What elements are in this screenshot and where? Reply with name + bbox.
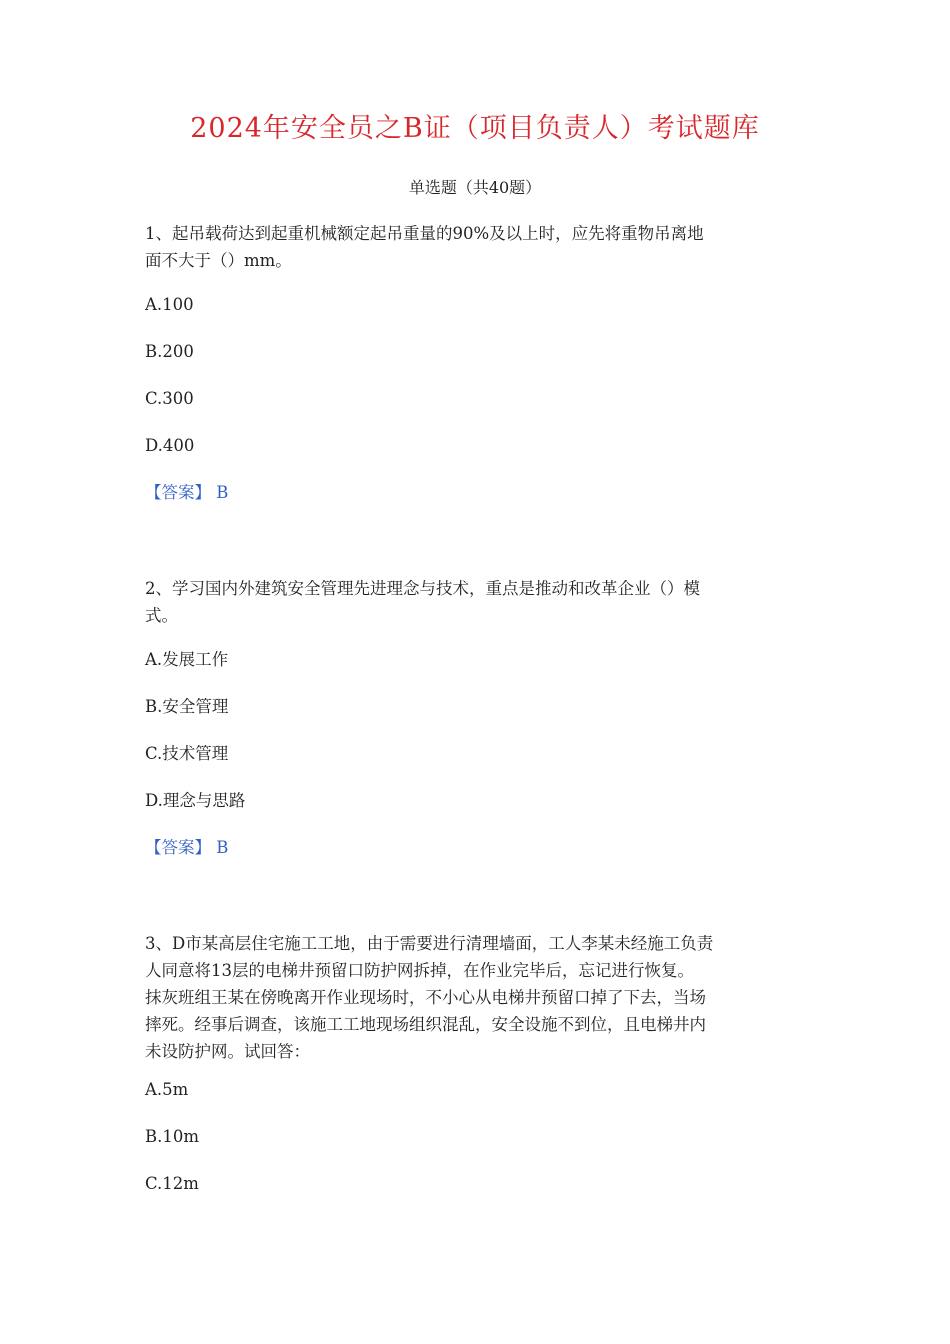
document-title: 2024年安全员之B证（项目负责人）考试题库 [190, 113, 760, 144]
option-c: C.技术管理 [145, 744, 229, 763]
question-line: 摔死。经事后调查，该施工工地现场组织混乱，安全设施不到位，且电梯井内 [145, 1015, 706, 1034]
question-1-text [145, 220, 810, 274]
option-b: B.安全管理 [145, 697, 229, 716]
question-3-text [145, 930, 810, 1065]
answer-line [145, 483, 810, 503]
answer-label: 【答案】 [145, 838, 211, 857]
option-b: B.10m [145, 1127, 200, 1146]
question-line: 抹灰班组王某在傍晚离开作业现场时，不小心从电梯井预留口掉了下去，当场 [145, 988, 706, 1007]
question-2-text [145, 575, 810, 629]
question-line: 面不大于（）mm。 [145, 251, 292, 270]
section-heading: 单选题（共40题） [408, 178, 542, 197]
answer-line [145, 838, 810, 858]
option-a: A.100 [145, 295, 194, 314]
option-d: D.理念与思路 [145, 791, 246, 810]
option-c: C.12m [145, 1174, 199, 1193]
question-line: 未设防护网。试回答： [145, 1042, 310, 1061]
answer-value: B [216, 483, 229, 502]
question-line: 式。 [145, 606, 178, 625]
question-line: 人同意将13层的电梯井预留口防护网拆掉，在作业完毕后，忘记进行恢复。 [145, 961, 694, 980]
option-b: B.200 [145, 342, 194, 361]
question-line: 2、学习国内外建筑安全管理先进理念与技术，重点是推动和改革企业（）模 [145, 579, 700, 598]
option-a: A.5m [145, 1080, 189, 1099]
option-a: A.发展工作 [145, 650, 229, 669]
option-d: D.400 [145, 436, 195, 455]
answer-label: 【答案】 [145, 483, 211, 502]
question-line: 3、D市某高层住宅施工工地，由于需要进行清理墙面，工人李某未经施工负责 [145, 934, 714, 953]
option-c: C.300 [145, 389, 194, 408]
answer-value: B [216, 838, 229, 857]
question-line: 1、起吊载荷达到起重机械额定起吊重量的90%及以上时，应先将重物吊离地 [145, 224, 704, 243]
